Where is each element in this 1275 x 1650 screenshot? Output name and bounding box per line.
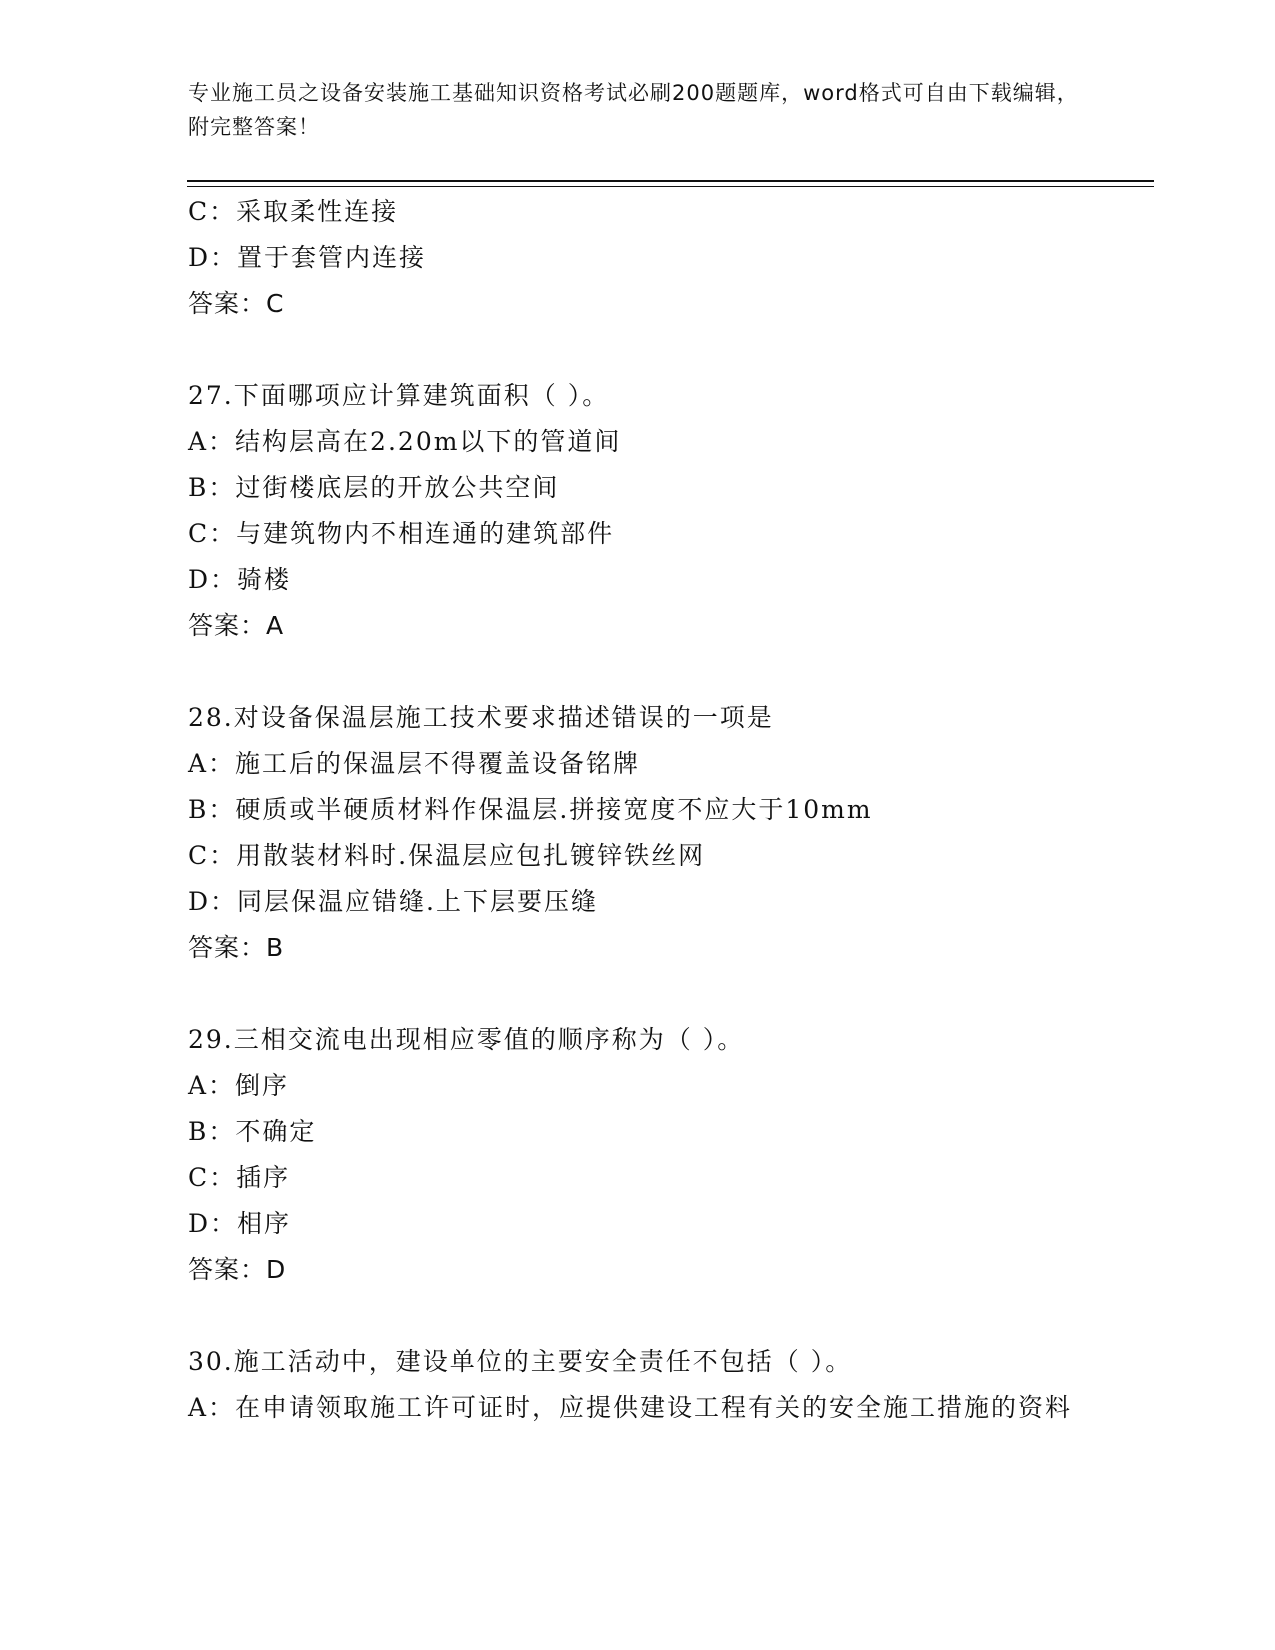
- option-b: B：硬质或半硬质材料作保温层.拼接宽度不应大于10mm: [188, 795, 873, 824]
- option-d: D：相序: [188, 1209, 292, 1238]
- option-c: C：用散装材料时.保温层应包扎镀锌铁丝网: [188, 841, 706, 870]
- header-divider-thin: [187, 186, 1154, 187]
- option-b: B：不确定: [188, 1117, 317, 1146]
- question-block-28: [188, 695, 1088, 971]
- option-a: A：在申请领取施工许可证时，应提供建设工程有关的安全施工措施的资料: [188, 1393, 1073, 1422]
- option-d: D：置于套管内连接: [188, 243, 427, 272]
- option-b: B：过街楼底层的开放公共空间: [188, 473, 560, 502]
- spacer: [188, 649, 1088, 695]
- option-c: C：与建筑物内不相连通的建筑部件: [188, 519, 615, 548]
- question-text: 29.三相交流电出现相应零值的顺序称为（ ）。: [188, 1025, 745, 1054]
- spacer: [188, 327, 1088, 373]
- answer-label: 答案：D: [188, 1255, 287, 1284]
- option-d: D：骑楼: [188, 565, 292, 594]
- option-c: C：采取柔性连接: [188, 197, 399, 226]
- question-text: 30.施工活动中，建设单位的主要安全责任不包括（ ）。: [188, 1347, 853, 1376]
- question-text: 27.下面哪项应计算建筑面积（ ）。: [188, 381, 610, 410]
- question-content: [188, 189, 1088, 1431]
- question-block-30: [188, 1339, 1088, 1431]
- answer-label: 答案：B: [188, 933, 285, 962]
- spacer: [188, 971, 1088, 1017]
- question-block-29: [188, 1017, 1088, 1293]
- question-text: 28.对设备保温层施工技术要求描述错误的一项是: [188, 703, 774, 732]
- question-block-27: [188, 373, 1088, 649]
- answer-label: 答案：A: [188, 611, 285, 640]
- question-block-26: [188, 189, 1088, 327]
- answer-label: 答案：C: [188, 289, 285, 318]
- header-divider-thick: [187, 180, 1154, 182]
- option-a: A：倒序: [188, 1071, 290, 1100]
- option-c: C：插序: [188, 1163, 291, 1192]
- option-a: A：施工后的保温层不得覆盖设备铭牌: [188, 749, 641, 778]
- option-a: A：结构层高在2.20m以下的管道间: [188, 427, 622, 456]
- option-d: D：同层保温应错缝.上下层要压缝: [188, 887, 598, 916]
- document-header-title: 专业施工员之设备安装施工基础知识资格考试必刷200题题库，word格式可自由下载编辑，附完整答案！: [188, 81, 1079, 139]
- spacer: [188, 1293, 1088, 1339]
